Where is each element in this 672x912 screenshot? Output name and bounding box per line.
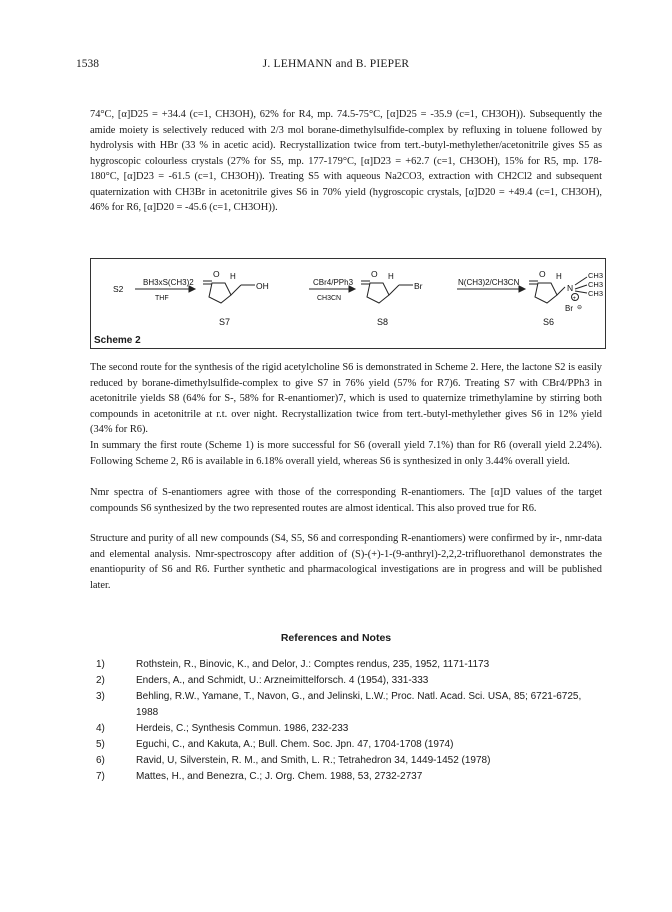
- svg-text:⊖: ⊖: [577, 305, 583, 311]
- reagent-2-bottom: CH3CN: [317, 295, 342, 302]
- compound-label-s6: S6: [543, 317, 555, 327]
- compound-label-s8: S8: [377, 317, 389, 327]
- svg-text:CH3: CH3: [588, 280, 604, 289]
- arrowhead-3: [519, 286, 525, 292]
- reagent-2-top: CBr4/PPh3: [313, 278, 354, 287]
- paragraph-2: The second route for the synthesis of the rigid acetylcholine S6 is demonstrated in Scheme 2. Here, the lactone S2 is easily reduced by borane-dimethylsulfide-complex to give S7 in 76% yield (57% for R7)6. Treating S7 with CBr4/PPh3 in acetonitrile yields S8 (64% for S-, 58% for R-enantiomer)7, which is used to quaternize trimethylamine by stirring both compounds in acetonitrile at r.t. over night. Recrystallization twice from tert.-butyl-methylether gives S6 in 12% yield (34% for R6).: [90, 362, 602, 435]
- svg-text:CH3: CH3: [588, 289, 604, 298]
- s7-structure: [203, 281, 255, 303]
- references-list: [96, 657, 606, 785]
- reagent-1-top: BH3xS(CH3)2: [143, 278, 194, 287]
- reference-item: 7) Mattes, H., and Benezra, C.; J. Org. Chem. 1988, 53, 2732-2737: [96, 771, 423, 782]
- page-number: 1538: [76, 58, 99, 70]
- svg-text:O: O: [371, 269, 378, 279]
- svg-text:N: N: [567, 283, 574, 293]
- reagent-3-top: N(CH3)2/CH3CN: [458, 278, 520, 287]
- reference-item: 6) Ravid, U, Silverstein, R. M., and Smith, L. R.; Tetrahedron 34, 1449-1452 (1978): [96, 755, 491, 766]
- svg-text:CH3: CH3: [588, 271, 604, 280]
- scheme-label: Scheme 2: [94, 335, 141, 346]
- paragraph-4: Nmr spectra of S-enantiomers agree with those of the corresponding R-enantiomers. The [α]D values of the target compounds S6 synthesized by the two represented routes are almost identical. This also proved true for R6.: [90, 487, 602, 514]
- paragraph-3: In summary the first route (Scheme 1) is more successful for S6 (overall yield 7.1%) than for R6 (overall yield 2.24%). Following Scheme 2, R6 is available in 6.18% overall yield, whereas S6 is synthesized in only 3.44% overall yield.: [90, 440, 602, 467]
- compound-label-s7: S7: [219, 317, 231, 327]
- scheme-2-diagram: [91, 259, 605, 348]
- reference-item: 5) Eguchi, C., and Kakuta, A.; Bull. Chem. Soc. Jpn. 47, 1704-1708 (1974): [96, 739, 454, 750]
- svg-text:Br: Br: [414, 281, 423, 291]
- svg-text:O: O: [539, 269, 546, 279]
- reference-item: 1) Rothstein, R., Binovic, K., and Delor, J.: Comptes rendus, 235, 1952, 1171-1173: [96, 659, 490, 670]
- svg-text:H: H: [556, 272, 562, 281]
- svg-text:+: +: [572, 296, 577, 302]
- start-compound: S2: [113, 284, 124, 294]
- s8-structure: [361, 281, 413, 303]
- paragraph-1: 74°C, [α]D25 = +34.4 (c=1, CH3OH), 62% for R4, mp. 74.5-75°C, [α]D25 = -35.9 (c=1, CH3OH)). Subsequently the amide moiety is selectively reduced with 2/3 mol borane-dimethylsulfide-complex by refluxing in toluene followed by hydrolysis with HBr (33 % in acetic acid). Recrystallization twice from tert.-butyl-methylether/acetonitrile gives S5 as hygroscopic colourless crystals (27% for S5, mp. 177-179°C, [α]D23 = +62.7 (c=1, CH3OH), 15% for R5, mp. 178-180°C, [α]D23 = -61.5 (c=1, CH3OH)). Treating S5 with aqueous Na2CO3, extraction with CH2Cl2 and subsequent quaternization with CH3Br in acetonitrile gives S6 in 70% yield (hygroscopic crystals, [α]D20 = +49.4 (c=1, CH3OH), 46% for R6, [α]D20 = -45.6 (c=1, CH3OH)).: [90, 109, 602, 213]
- reference-item: 3) Behling, R.W., Yamane, T., Navon, G., and Jelinski, L.W.; Proc. Natl. Acad. Sci. USA, 85; 6721-6725, 1988: [96, 691, 582, 718]
- reagent-1-bottom: THF: [155, 295, 169, 302]
- svg-text:O: O: [213, 269, 220, 279]
- svg-text:H: H: [388, 272, 394, 281]
- references-title: References and Notes: [280, 632, 392, 644]
- scheme-2-box: [90, 258, 606, 349]
- paragraph-5: Structure and purity of all new compounds (S4, S5, S6 and corresponding R-enantiomers) were confirmed by ir-, nmr-data and elemental analysis. Nmr-spectroscopy after addition of (S)-(+)-1-(9-anthryl)-2,2,2-trifluorethanol demonstrates the enantiopurity of S6 and R6. Further synthetic and pharmacological investigations are in progress and will be published later.: [90, 533, 602, 591]
- svg-text:OH: OH: [256, 281, 269, 291]
- running-head: J. LEHMANN and B. PIEPER: [262, 58, 410, 70]
- reference-item: 2) Enders, A., and Schmidt, U.: Arzneimittelforsch. 4 (1954), 331-333: [96, 675, 429, 686]
- svg-text:Br: Br: [565, 304, 573, 313]
- svg-text:H: H: [230, 272, 236, 281]
- reference-item: 4) Herdeis, C.; Synthesis Commun. 1986, 232-233: [96, 723, 349, 734]
